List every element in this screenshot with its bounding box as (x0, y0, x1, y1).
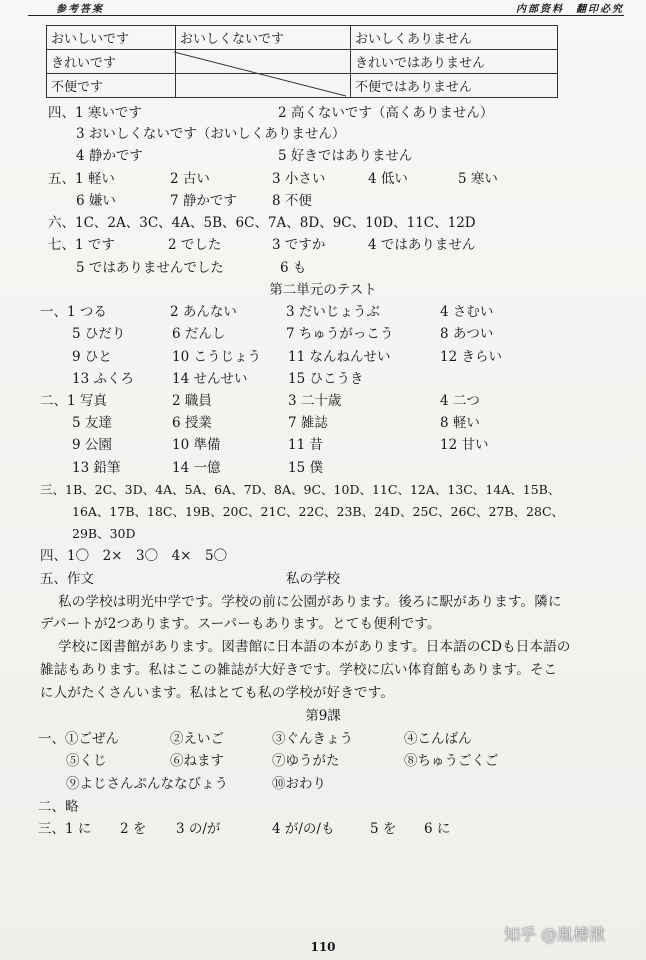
answer-line: 5 ではありませんでした (76, 260, 224, 276)
answer-line: 15 僕 (288, 460, 323, 476)
answer-line: 一、1 つる (40, 304, 107, 320)
table-cell: おいしいです (47, 26, 176, 50)
answer-line: 29B、30D (72, 526, 136, 541)
table-cell: きれいです (47, 50, 176, 74)
watermark: 知乎 @胤椿湫 (504, 925, 606, 944)
page-number: 110 (310, 940, 336, 954)
answer-line: 13 ふくろ (72, 371, 134, 387)
table-row (47, 74, 558, 98)
answer-line: ⑩おわり (272, 776, 326, 792)
answer-line: 7 ちゅうがっこう (286, 326, 394, 342)
answer-line: 3 だいじょうぶ (286, 304, 380, 320)
answer-line: 8 あつい (440, 326, 494, 342)
answer-line: 五、作文 (40, 571, 94, 587)
answer-line: 四、1〇 2× 3〇 4× 5〇 (40, 548, 228, 564)
table-cell: 不便ではありません (351, 74, 558, 98)
table-cell: おいしくないです (176, 26, 351, 50)
answer-line: 5 寒い (458, 171, 498, 187)
answer-line: 9 公園 (72, 437, 112, 453)
answer-line: 6 嫌い (76, 193, 116, 209)
answer-line: 7 静かです (170, 193, 237, 209)
answer-line: ⑥ねます (170, 753, 224, 769)
answer-line: 5 を (370, 821, 397, 837)
table-cell: おいしくありません (351, 26, 558, 50)
answer-line: 二、1 写真 (40, 393, 107, 409)
table-cell (176, 50, 351, 74)
answer-line: 4 ではありません (368, 237, 476, 253)
answer-line: 4 静かです (76, 148, 143, 164)
answer-line: 10 準備 (172, 437, 221, 453)
answer-line: 2 あんない (170, 304, 237, 320)
answer-line: 四、1 寒いです (48, 105, 142, 121)
header-rule (28, 15, 624, 16)
answer-line: 2 でした (168, 237, 222, 253)
essay-title: 私の学校 (286, 571, 340, 587)
lesson-title: 第9課 (305, 708, 341, 724)
answer-line: ⑨よじさんぷんななびょう (66, 776, 228, 792)
section-title: 第二単元のテスト (269, 282, 377, 298)
answer-line: 5 好きではありません (278, 148, 413, 164)
answer-line: 14 一億 (172, 460, 221, 476)
answer-line: 3 の/が (176, 821, 221, 837)
answer-line: 2 を (120, 821, 147, 837)
answer-line: ④こんばん (404, 731, 472, 747)
answer-line: 4 が/の/も (272, 821, 335, 837)
answer-line: 9 ひと (72, 349, 112, 365)
essay-line: デパートが2つあります。スーパーもあります。とても便利です。 (40, 616, 441, 632)
table-cell (176, 74, 351, 98)
answer-line: 一、①ごぜん (38, 731, 119, 747)
table-row (47, 50, 558, 74)
conjugation-table (46, 25, 558, 98)
answer-line: 14 せんせい (172, 371, 248, 387)
answer-line: 六、1C、2A、3C、4A、5B、6C、7A、8D、9C、10D、11C、12D (48, 215, 476, 231)
answer-line: 3 二十歳 (288, 393, 342, 409)
answer-line: 4 二つ (440, 393, 480, 409)
answer-line: 11 なんねんせい (288, 349, 391, 365)
answer-line: 3 ですか (272, 237, 326, 253)
answer-line: 2 古い (170, 171, 210, 187)
answer-line: 6 だんし (172, 326, 226, 342)
answer-line: 二、略 (38, 799, 79, 815)
table-cell: きれいではありません (351, 50, 558, 74)
answer-line: 4 低い (368, 171, 408, 187)
answer-line: 3 小さい (272, 171, 326, 187)
answer-line: 8 軽い (440, 415, 480, 431)
header-left-label: 参考答案 (56, 4, 104, 15)
answer-line: 16A、17B、18C、19B、20C、21C、22C、23B、24D、25C、26C、27B、28C、 (72, 504, 565, 519)
answer-line: ⑧ちゅうごくご (404, 753, 499, 769)
answer-line: 三、1 に (38, 821, 92, 837)
answer-line: 4 さむい (440, 304, 494, 320)
answer-line: 2 職員 (172, 393, 212, 409)
essay-line: 学校に図書館があります。図書館に日本語の本があります。日本語のCDも日本語の (58, 639, 571, 655)
table-cell: 不便です (47, 74, 176, 98)
page-header (28, 0, 624, 14)
answer-line: 6 授業 (172, 415, 212, 431)
answer-line: 7 雑誌 (288, 415, 328, 431)
answer-line: ③ぐんきょう (272, 731, 353, 747)
header-right-label: 内部资料 翻印必究 (516, 4, 624, 15)
answer-line: 5 ひだり (72, 326, 126, 342)
answer-line: 七、1 です (48, 237, 115, 253)
answer-line: 15 ひこうき (288, 371, 364, 387)
answer-line: 12 きらい (440, 349, 502, 365)
answer-line: 3 おいしくないです（おいしくありません） (76, 126, 346, 142)
answer-line: 10 こうじょう (172, 349, 261, 365)
essay-line: に人がたくさんいます。私はとても私の学校が好きです。 (40, 685, 395, 701)
essay-line: 私の学校は明光中学です。学校の前に公園があります。後ろに駅があります。隣に (58, 594, 562, 610)
answer-line: 13 鉛筆 (72, 460, 121, 476)
answer-line: 8 不便 (272, 193, 312, 209)
answer-line: 五、1 軽い (48, 171, 115, 187)
essay-line: 雑誌もあります。私はここの雑誌が大好きです。学校に広い体育館もあります。そこ (40, 662, 558, 678)
answer-line: ⑦ゆうがた (272, 753, 340, 769)
answer-line: 11 昔 (288, 437, 323, 453)
answer-line: 5 友達 (72, 415, 112, 431)
answer-line: 12 甘い (440, 437, 489, 453)
answer-line: ②えいご (170, 731, 224, 747)
answer-line: 2 高くないです（高くありません） (278, 105, 494, 121)
answer-line: 6 に (424, 821, 451, 837)
table-row (47, 26, 558, 50)
answer-line: ⑤くじ (66, 753, 107, 769)
answer-line: 6 も (280, 260, 307, 276)
answer-line: 三、1B、2C、3D、4A、5A、6A、7D、8A、9C、10D、11C、12A、13C、14A、15B、 (40, 482, 561, 497)
